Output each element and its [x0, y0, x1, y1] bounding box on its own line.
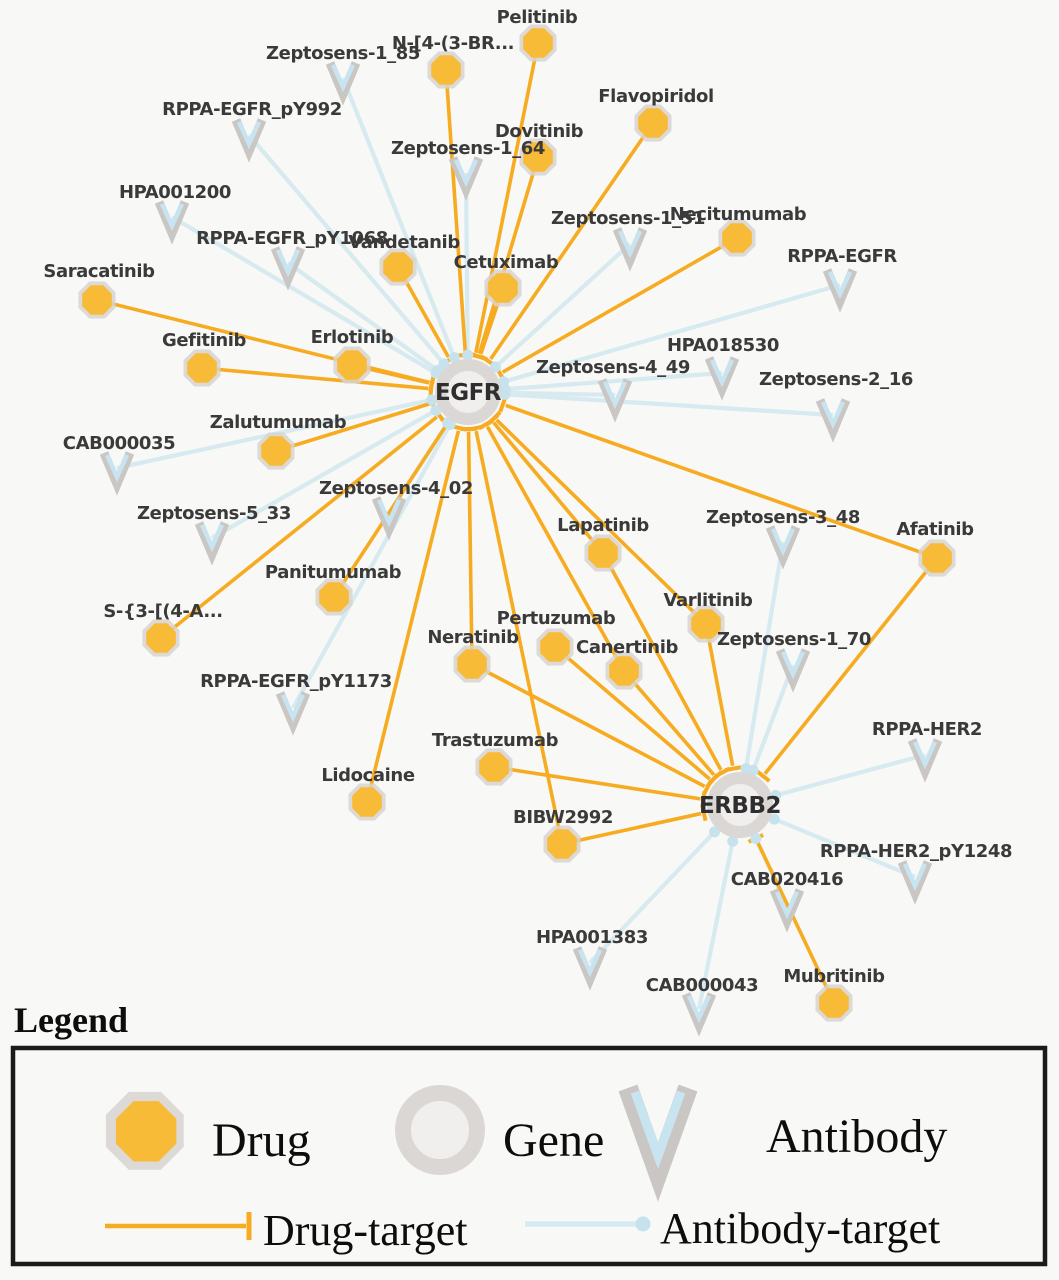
antibody-label-cab000043: CAB000043 — [645, 975, 759, 996]
drug-node-panitumumab[interactable] — [316, 579, 353, 616]
drug-node-necitumumab[interactable] — [719, 220, 756, 257]
drug-node-bibw2992[interactable] — [544, 826, 581, 863]
drug-node-flavopiridol[interactable] — [635, 105, 672, 142]
antibody-label-cab000035: CAB000035 — [62, 433, 176, 454]
antibody-label-hpa018530: HPA018530 — [666, 335, 780, 356]
antibody-label-z1_51: Zeptosens-1_51 — [550, 208, 706, 229]
legend — [13, 1000, 1045, 1264]
drug-label-zalutumumab: Zalutumumab — [209, 412, 347, 433]
drug-node-n43br[interactable] — [428, 52, 465, 89]
antibody-label-hpa001383: HPA001383 — [535, 927, 649, 948]
antibody-label-py1173: RPPA-EGFR_pY1173 — [200, 671, 392, 692]
antibody-label-z1_70: Zeptosens-1_70 — [716, 629, 872, 650]
antibody-node-py1173[interactable] — [280, 693, 306, 724]
edge-trastuzumab-ERBB2 — [494, 767, 700, 799]
drug-node-lidocaine[interactable] — [349, 784, 386, 821]
antibody-label-hpa001200: HPA001200 — [118, 182, 232, 203]
drug-octagon-neratinib[interactable] — [457, 649, 487, 679]
drug-label-cetuximab: Cetuximab — [453, 252, 559, 273]
drug-label-dovitinib: Dovitinib — [494, 121, 584, 142]
legend-label-drug: Drug — [212, 1114, 311, 1167]
gene-label-EGFR: EGFR — [434, 380, 502, 406]
drug-node-erlotinib[interactable] — [334, 347, 371, 384]
edge-rppa_her2-ERBB2 — [779, 755, 925, 795]
antibody-node-py1248[interactable] — [902, 862, 928, 893]
drug-label-lidocaine: Lidocaine — [321, 765, 415, 786]
legend-label-gene: Gene — [503, 1114, 605, 1167]
gene-node-EGFR[interactable] — [435, 365, 502, 419]
antibody-target-edge-dot-icon — [636, 1217, 651, 1232]
antibody-node-hpa001383[interactable] — [577, 948, 603, 979]
drug-node-pertuzumab[interactable] — [537, 629, 574, 666]
antibody-label-z4_49: Zeptosens-4_49 — [535, 357, 691, 378]
drug-target-tee-erlotinib — [430, 376, 434, 392]
drug-label-panitumumab: Panitumumab — [264, 562, 402, 583]
drug-node-afatinib[interactable] — [919, 540, 956, 577]
edge-gefitinib-EGFR — [202, 368, 428, 388]
drug-label-erlotinib: Erlotinib — [310, 327, 394, 348]
legend-title: Legend — [14, 1000, 129, 1040]
drug-label-lapatinib: Lapatinib — [557, 515, 649, 536]
drug-octagon-lidocaine[interactable] — [352, 787, 382, 817]
drug-octagon-afatinib[interactable] — [922, 543, 952, 573]
drug-node-pelitinib[interactable] — [520, 25, 557, 62]
drug-octagon-cetuximab[interactable] — [488, 273, 518, 303]
drug-label-varlitinib: Varlitinib — [663, 590, 753, 611]
antibody-node-z4_49[interactable] — [602, 380, 628, 411]
drug-label-gefitinib: Gefitinib — [161, 330, 247, 351]
antibody-node-z5_33[interactable] — [199, 523, 225, 554]
antibody-label-py1248: RPPA-HER2_pY1248 — [819, 841, 1013, 862]
drug-octagon-n43br[interactable] — [431, 55, 461, 85]
drug-octagon-vandetanib[interactable] — [383, 252, 413, 282]
drug-label-canertinib: Canertinib — [576, 637, 678, 658]
antibody-label-z2_16: Zeptosens-2_16 — [758, 369, 914, 390]
drug-octagon-bibw2992[interactable] — [547, 829, 577, 859]
gene-node-ERBB2[interactable] — [699, 778, 781, 832]
drug-octagon-erlotinib[interactable] — [337, 350, 367, 380]
drug-octagon-saracatinib[interactable] — [82, 285, 112, 315]
drug-octagon-s34a[interactable] — [146, 623, 176, 653]
drug-node-mubritinib[interactable] — [816, 985, 853, 1022]
antibody-label-z1_64: Zeptosens-1_64 — [390, 138, 546, 159]
drug-octagon-panitumumab[interactable] — [319, 582, 349, 612]
antibody-label-rppa_egfr: RPPA-EGFR — [787, 246, 897, 267]
drug-node-vandetanib[interactable] — [380, 249, 417, 286]
drug-label-n43br: N-[4-(3-BR... — [391, 33, 515, 54]
drug-node-zalutumumab[interactable] — [258, 433, 295, 470]
drug-octagon-necitumumab[interactable] — [722, 223, 752, 253]
drug-node-icon-core — [116, 1101, 176, 1161]
drug-node-lapatinib[interactable] — [585, 535, 622, 572]
antibody-label-z3_48: Zeptosens-3_48 — [705, 507, 861, 528]
antibody-label-rppa_her2: RPPA-HER2 — [871, 719, 983, 740]
drug-node-trastuzumab[interactable] — [476, 749, 513, 786]
antibody-node-z2_16[interactable] — [820, 400, 846, 431]
drug-node-s34a[interactable] — [143, 620, 180, 657]
edge-z2_16-EGFR — [508, 395, 833, 415]
antibody-label-cab020416: CAB020416 — [730, 869, 844, 890]
drug-octagon-flavopiridol[interactable] — [638, 108, 668, 138]
drug-label-flavopiridol: Flavopiridol — [598, 86, 714, 107]
drug-octagon-zalutumumab[interactable] — [261, 436, 291, 466]
drug-label-mubritinib: Mubritinib — [783, 966, 885, 987]
drug-label-s34a: S-{3-[(4-A... — [103, 601, 223, 622]
drug-octagon-mubritinib[interactable] — [819, 988, 849, 1018]
antibody-target-dot-z2_16 — [499, 389, 510, 400]
drug-octagon-canertinib[interactable] — [609, 656, 639, 686]
drug-node-canertinib[interactable] — [606, 653, 643, 690]
legend-label-drug-target: Drug-target — [263, 1206, 468, 1255]
drug-octagon-gefitinib[interactable] — [187, 353, 217, 383]
drug-label-trastuzumab: Trastuzumab — [431, 730, 559, 751]
drug-octagon-pelitinib[interactable] — [523, 28, 553, 58]
drug-label-pelitinib: Pelitinib — [496, 7, 578, 28]
drug-octagon-pertuzumab[interactable] — [540, 632, 570, 662]
drug-label-vandetanib: Vandetanib — [348, 232, 460, 253]
antibody-label-py992: RPPA-EGFR_pY992 — [162, 99, 342, 120]
antibody-label-z1_85: Zeptosens-1_85 — [265, 43, 421, 64]
antibody-label-py1068: RPPA-EGFR_pY1068 — [196, 228, 388, 249]
drug-label-neratinib: Neratinib — [427, 627, 519, 648]
legend-label-antibody: Antibody — [766, 1110, 948, 1163]
legend-label-antibody-target: Antibody-target — [660, 1204, 941, 1253]
gene-node-icon — [403, 1093, 477, 1167]
drug-label-bibw2992: BIBW2992 — [513, 807, 613, 828]
drug-node-saracatinib[interactable] — [79, 282, 116, 319]
edge-n43br-EGFR — [446, 70, 465, 352]
antibody-label-z4_02: Zeptosens-4_02 — [318, 478, 474, 499]
drug-node-neratinib[interactable] — [454, 646, 491, 683]
drug-label-afatinib: Afatinib — [896, 519, 974, 540]
drug-octagon-lapatinib[interactable] — [588, 538, 618, 568]
drug-label-necitumumab: Necitumumab — [669, 204, 807, 225]
antibody-target-dot-z1_64 — [462, 350, 473, 361]
antibody-node-cab000035[interactable] — [104, 453, 130, 484]
edge-canertinib-ERBB2 — [624, 671, 714, 775]
drug-octagon-trastuzumab[interactable] — [479, 752, 509, 782]
drug-node-cetuximab[interactable] — [485, 270, 522, 307]
gene-label-ERBB2: ERBB2 — [699, 793, 781, 819]
drug-target-tee-cetuximab — [472, 354, 487, 359]
drug-node-gefitinib[interactable] — [184, 350, 221, 387]
drug-label-pertuzumab: Pertuzumab — [496, 608, 616, 629]
antibody-label-z5_33: Zeptosens-5_33 — [136, 503, 292, 524]
drug-label-saracatinib: Saracatinib — [43, 261, 155, 282]
